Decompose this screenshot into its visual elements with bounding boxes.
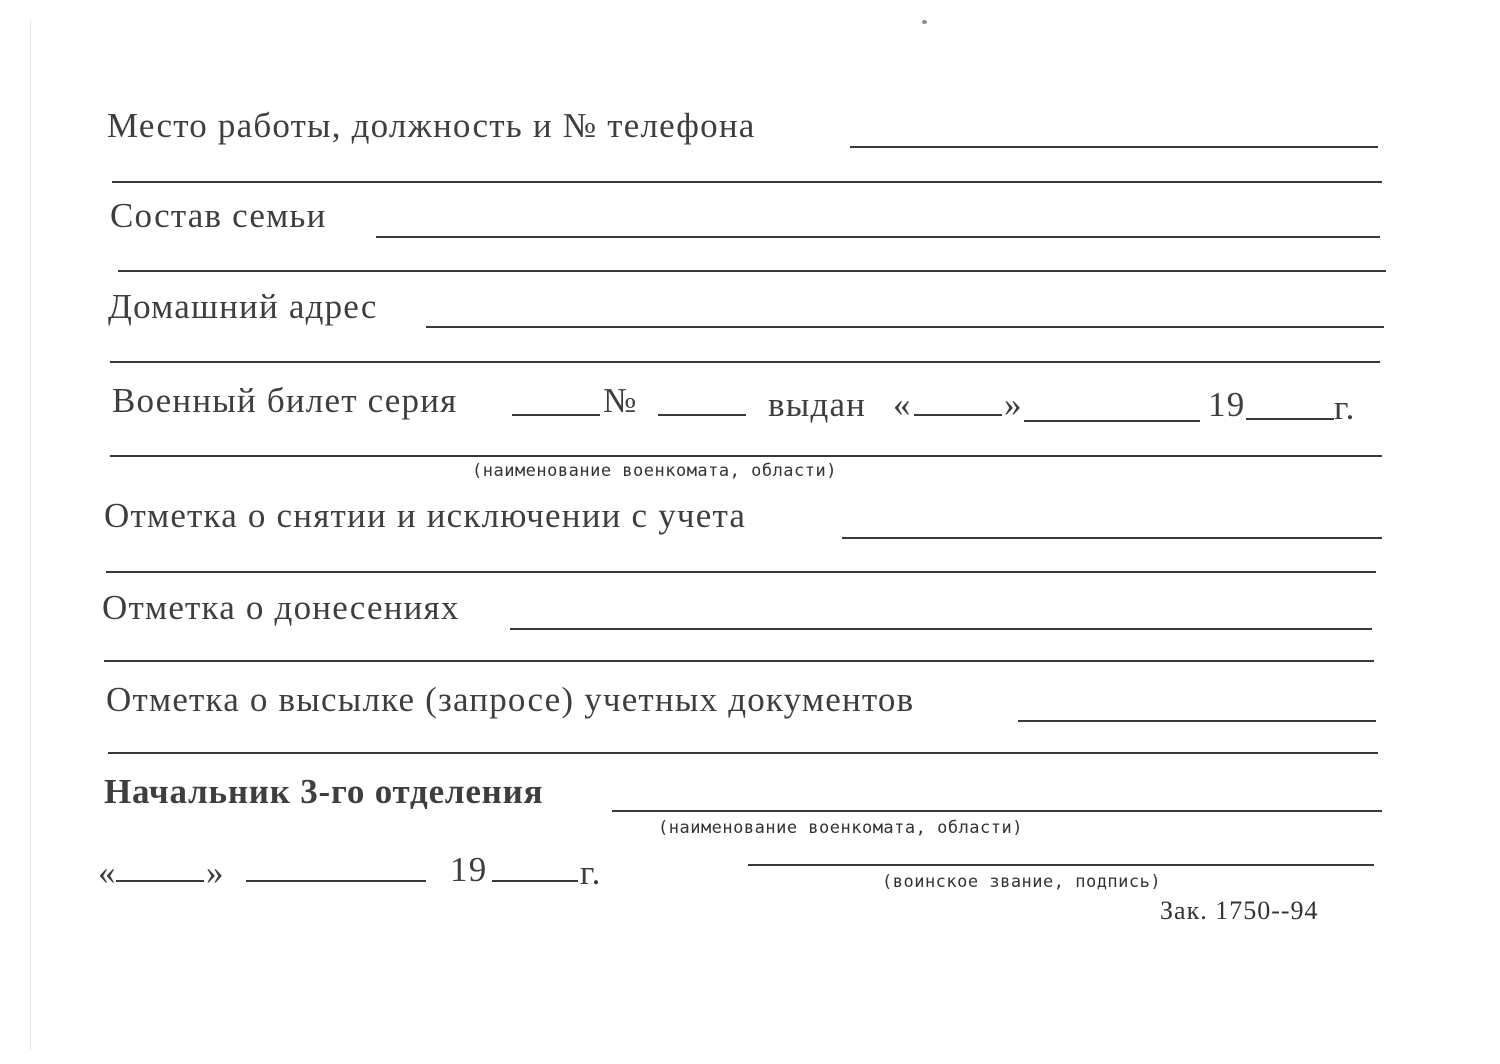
signature-field-line[interactable] xyxy=(748,864,1374,866)
workplace-label: Место работы, должность и № телефона xyxy=(107,106,756,145)
issued-year-suffix: г. xyxy=(1334,388,1356,427)
issued-quote-close: » xyxy=(1004,385,1023,424)
enlistment-office-hint: (наименование военкомата, области) xyxy=(472,461,837,481)
order-number: Зак. 1750--94 xyxy=(1160,896,1319,925)
address-field-line[interactable] xyxy=(426,326,1384,328)
address-continuation-line[interactable] xyxy=(110,361,1380,363)
date-day-field[interactable] xyxy=(116,880,204,882)
signature-hint: (воинское звание, подпись) xyxy=(882,872,1162,892)
number-sign: № xyxy=(603,381,638,420)
date-quote-close: » xyxy=(206,853,225,892)
address-label: Домашний адрес xyxy=(108,287,378,326)
military-id-number-field[interactable] xyxy=(658,414,746,416)
date-month-field[interactable] xyxy=(246,880,426,882)
paper-speck xyxy=(922,20,927,24)
issued-day-field[interactable] xyxy=(914,414,1002,416)
documents-label: Отметка о высылке (запросе) учетных документов xyxy=(106,680,915,719)
workplace-continuation-line[interactable] xyxy=(112,181,1382,183)
chief-office-hint: (наименование военкомата, области) xyxy=(658,818,1023,838)
deregistration-field-line[interactable] xyxy=(842,537,1382,539)
workplace-field-line[interactable] xyxy=(850,146,1378,148)
family-continuation-line[interactable] xyxy=(118,270,1386,272)
reports-field-line[interactable] xyxy=(510,628,1372,630)
documents-continuation-line[interactable] xyxy=(108,752,1378,754)
page-edge-divider xyxy=(30,20,31,1050)
issued-year-prefix: 19 xyxy=(1208,385,1246,424)
enlistment-office-line[interactable] xyxy=(110,455,1382,457)
reports-continuation-line[interactable] xyxy=(104,660,1374,662)
chief-office-field-line[interactable] xyxy=(612,810,1382,812)
issued-year-field[interactable] xyxy=(1246,418,1334,420)
military-id-label: Военный билет серия xyxy=(112,381,458,420)
issued-label: выдан xyxy=(768,385,867,424)
chief-label: Начальник 3-го отделения xyxy=(104,772,544,811)
date-year-prefix: 19 xyxy=(450,850,488,889)
deregistration-continuation-line[interactable] xyxy=(106,571,1376,573)
family-label: Состав семьи xyxy=(110,196,327,235)
reports-label: Отметка о донесениях xyxy=(102,588,460,627)
date-year-suffix: г. xyxy=(580,853,602,892)
date-year-field[interactable] xyxy=(492,880,578,882)
issued-quote-open: « xyxy=(893,385,912,424)
issued-month-field[interactable] xyxy=(1024,420,1200,422)
deregistration-label: Отметка о снятии и исключении с учета xyxy=(104,496,747,535)
family-field-line[interactable] xyxy=(376,236,1380,238)
date-quote-open: « xyxy=(98,853,117,892)
documents-field-line[interactable] xyxy=(1018,720,1376,722)
military-id-series-field[interactable] xyxy=(512,414,600,416)
